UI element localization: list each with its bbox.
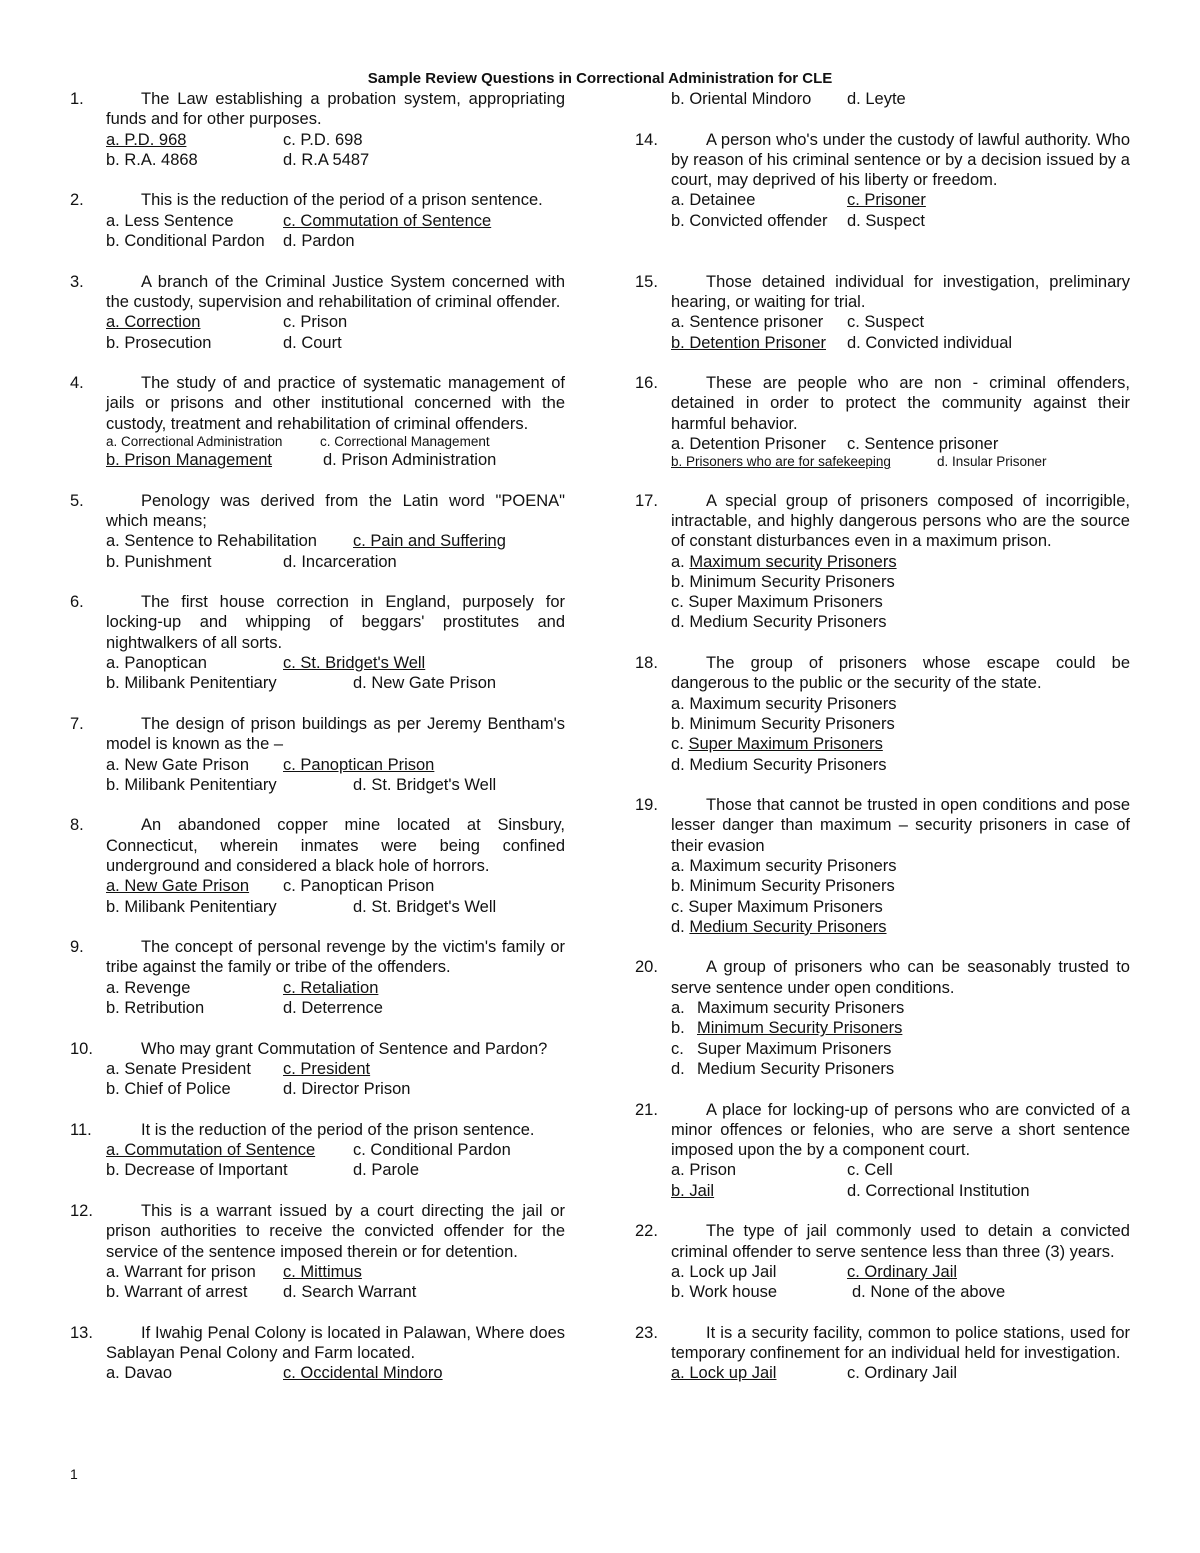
- question-stem: Who may grant Commutation of Sentence and Pardon?: [141, 1039, 548, 1058]
- question-number: 3.: [70, 272, 84, 291]
- question-4: [70, 373, 565, 470]
- question-number: 23.: [635, 1323, 658, 1342]
- option-c: c. Panoptican Prison: [283, 877, 435, 896]
- option-a: a. Less Sentence: [106, 211, 234, 230]
- question-stem: A group of prisoners who can be seasonably trusted to serve sentence under open conditions.: [671, 958, 1130, 997]
- option-d: d. Search Warrant: [283, 1283, 417, 1302]
- option-b: [671, 1018, 1130, 1038]
- question-stem: The first house correction in England, purposely for locking-up and whipping of beggars' prostitutes and nightwalkers of all sorts.: [106, 593, 565, 652]
- option-a: a. Commutation of Sentence: [106, 1141, 316, 1160]
- question-number: 15.: [635, 272, 658, 291]
- question-21: [635, 1100, 1130, 1201]
- question-number: 9.: [70, 938, 84, 957]
- option-a: [671, 552, 1130, 572]
- option-c: c. Mittimus: [283, 1262, 362, 1281]
- option-a: a. New Gate Prison: [106, 755, 250, 774]
- question-stem: The Law establishing a probation system, appropriating funds and for other purposes.: [106, 90, 565, 129]
- question-number: 18.: [635, 654, 658, 673]
- option-d: d. New Gate Prison: [353, 674, 497, 693]
- option-b: b. Minimum Security Prisoners: [671, 714, 895, 733]
- option-d: d. Court: [283, 333, 342, 352]
- option-d: d. Medium Security Prisoners: [671, 613, 887, 632]
- option-b: b. Conditional Pardon: [106, 232, 265, 251]
- question-23: [635, 1323, 1130, 1384]
- option-d: d. Incarceration: [283, 552, 397, 571]
- option-b: [671, 1181, 847, 1201]
- option-text: Medium Security Prisoners: [689, 917, 887, 936]
- question-number: 14.: [635, 130, 658, 149]
- option-a: a. Correction: [106, 313, 201, 332]
- question-number: 20.: [635, 958, 658, 977]
- question-number: 8.: [70, 816, 84, 835]
- option-b: b. Milibank Penitentiary: [106, 674, 277, 693]
- option-d: d. Director Prison: [283, 1080, 411, 1099]
- option-letter: d.: [671, 917, 685, 936]
- option-text: Super Maximum Prisoners: [697, 1039, 892, 1058]
- option-c: c. Conditional Pardon: [353, 1141, 511, 1160]
- option-c: c. Super Maximum Prisoners: [671, 593, 883, 612]
- option-a: a. Detention Prisoner: [671, 435, 827, 454]
- right-column: [635, 89, 1130, 1384]
- question-2: [70, 190, 565, 251]
- question-3: [70, 272, 565, 353]
- option-a: a. Panoptican: [106, 654, 207, 673]
- option-a: a. Warrant for prison: [106, 1262, 256, 1281]
- option-b: b. Minimum Security Prisoners: [671, 877, 895, 896]
- page-number: 1: [70, 1466, 78, 1482]
- option-c: c. President: [283, 1059, 371, 1078]
- option-b: b. Milibank Penitentiary: [106, 775, 277, 794]
- question-number: 4.: [70, 374, 84, 393]
- option-c: c. Panoptican Prison: [283, 755, 435, 774]
- question-stem: It is the reduction of the period of the prison sentence.: [141, 1120, 535, 1139]
- question-number: 19.: [635, 796, 658, 815]
- option-a: a. Sentence to Rehabilitation: [106, 532, 317, 551]
- left-column: [70, 89, 565, 1384]
- option-c: c. Commutation of Sentence: [283, 211, 492, 230]
- question-15: [635, 272, 1130, 353]
- option-b: b. Chief of Police: [106, 1080, 231, 1099]
- option-a: a. Prison: [671, 1161, 737, 1180]
- option-b: b. Prosecution: [106, 333, 212, 352]
- question-number: 22.: [635, 1222, 658, 1241]
- option-a: a. Maximum security Prisoners: [671, 694, 897, 713]
- question-stem: An abandoned copper mine located at Sinsbury, Connecticut, wherein inmates were being confined underground and considered a black hole of horrors.: [106, 816, 565, 875]
- question-number: 10.: [70, 1039, 93, 1058]
- question-stem: A person who's under the custody of lawful authority. Who by reason of his criminal sentence or by a decision issued by a court, may deprived of his liberty or freedom.: [671, 130, 1130, 190]
- option-a: a. Correctional Administration: [106, 434, 283, 450]
- question-number: 5.: [70, 491, 84, 510]
- option-a: a. Detainee: [671, 191, 756, 210]
- option-c: [671, 734, 1130, 754]
- option-letter: b.: [671, 1019, 685, 1038]
- option-c: [671, 1039, 1130, 1059]
- question-18: [635, 653, 1130, 775]
- option-a: a. Revenge: [106, 978, 191, 997]
- option-b: b. Detention Prisoner: [671, 333, 827, 352]
- question-8: [70, 815, 565, 916]
- option-c: c. Sentence prisoner: [847, 435, 999, 454]
- question-stem: This is the reduction of the period of a prison sentence.: [141, 191, 543, 210]
- option-c: c. Ordinary Jail: [847, 1262, 958, 1281]
- option-d: d. Leyte: [847, 90, 906, 108]
- question-number: 1.: [70, 90, 84, 108]
- option-c: c. Prisoner: [847, 191, 926, 210]
- question-19: [635, 795, 1130, 937]
- question-stem: Those detained individual for investigation, preliminary hearing, or waiting for trial.: [671, 272, 1130, 311]
- option-c: c. Cell: [847, 1161, 893, 1180]
- option-d: d. Convicted individual: [847, 333, 1013, 352]
- option-letter: d.: [671, 1059, 685, 1078]
- option-a: a. Lock up Jail: [671, 1262, 777, 1281]
- question-22: [635, 1221, 1130, 1302]
- option-b: b. Retribution: [106, 999, 205, 1018]
- question-stem: Those that cannot be trusted in open conditions and pose lesser danger than maximum – security prisoners in case of their evasion: [671, 796, 1130, 855]
- question-stem: The type of jail commonly used to detain a convicted criminal offender to serve sentence less than three (3) years.: [671, 1222, 1130, 1261]
- option-b: b. Warrant of arrest: [106, 1283, 248, 1302]
- option-b: b. Punishment: [106, 552, 212, 571]
- option-b: b. Minimum Security Prisoners: [671, 572, 895, 591]
- question-stem: If Iwahig Penal Colony is located in Palawan, Where does Sablayan Penal Colony and Farm located.: [106, 1323, 565, 1363]
- option-a: [671, 998, 1130, 1018]
- option-d: d. Suspect: [847, 211, 925, 230]
- option-c: c. Pain and Suffering: [353, 532, 506, 551]
- option-a: a. Sentence prisoner: [671, 313, 824, 332]
- option-d: [671, 917, 1130, 937]
- question-9: [70, 937, 565, 1018]
- question-stem: A branch of the Criminal Justice System concerned with the custody, supervision and rehabilitation of criminal offender.: [106, 272, 565, 311]
- option-c: c. Occidental Mindoro: [283, 1364, 443, 1383]
- question-stem: The design of prison buildings as per Jeremy Bentham's model is known as the –: [106, 714, 565, 754]
- question-5: [70, 491, 565, 572]
- spacer: [635, 251, 1130, 271]
- option-text: Super Maximum Prisoners: [688, 735, 883, 754]
- option-d: d. None of the above: [852, 1283, 1006, 1302]
- question-stem: The study of and practice of systematic management of jails or prisons and other institutional concerned with the custody, treatment and rehabilitation of criminal offenders.: [106, 374, 565, 433]
- option-d: d. St. Bridget's Well: [353, 775, 497, 794]
- option-letter: c.: [671, 1039, 684, 1058]
- option-text: b. Jail: [671, 1181, 715, 1200]
- option-text: Maximum security Prisoners: [697, 999, 905, 1018]
- option-b: b. R.A. 4868: [106, 150, 198, 169]
- option-letter: a.: [671, 552, 685, 571]
- option-d: d. Deterrence: [283, 999, 383, 1018]
- option-b: b. Oriental Mindoro: [671, 90, 812, 108]
- option-c: c. Ordinary Jail: [847, 1364, 958, 1383]
- option-c: c. St. Bridget's Well: [283, 654, 426, 673]
- option-d: [671, 1059, 1130, 1079]
- question-number: 13.: [70, 1323, 93, 1342]
- option-c: c. Prison: [283, 313, 348, 332]
- option-b: b. Prison Management: [106, 451, 273, 470]
- question-13-continued: [635, 89, 1130, 109]
- option-d: d. R.A 5487: [283, 150, 370, 169]
- option-text: Medium Security Prisoners: [697, 1059, 895, 1078]
- question-11: [70, 1120, 565, 1181]
- option-d: d. Prison Administration: [323, 451, 497, 470]
- option-text: Maximum security Prisoners: [689, 552, 897, 571]
- option-b: b. Decrease of Important: [106, 1161, 288, 1180]
- option-a: a. Lock up Jail: [671, 1364, 777, 1383]
- question-13: [70, 1323, 565, 1384]
- question-stem: It is a security facility, common to police stations, used for temporary confinement for an individual held for investigation.: [671, 1323, 1130, 1363]
- question-10: [70, 1039, 565, 1100]
- option-b: b. Milibank Penitentiary: [106, 897, 277, 916]
- question-stem: These are people who are non - criminal offenders, detained in order to protect the community against their harmful behavior.: [671, 374, 1130, 433]
- question-1: [70, 89, 565, 170]
- question-14: [635, 130, 1130, 231]
- question-number: 11.: [70, 1120, 92, 1139]
- option-d: d. St. Bridget's Well: [353, 897, 497, 916]
- option-c: c. Correctional Management: [320, 434, 490, 450]
- question-number: 6.: [70, 593, 84, 612]
- question-7: [70, 714, 565, 795]
- option-c: c. Super Maximum Prisoners: [671, 897, 883, 916]
- question-12: [70, 1201, 565, 1302]
- option-d: d. Pardon: [283, 232, 355, 251]
- question-20: [635, 957, 1130, 1079]
- option-text: Minimum Security Prisoners: [697, 1019, 903, 1038]
- question-number: 16.: [635, 374, 658, 393]
- option-letter: c.: [671, 735, 684, 754]
- question-stem: The group of prisoners whose escape could be dangerous to the public or the security of the state.: [671, 654, 1130, 693]
- option-c: c. Retaliation: [283, 978, 379, 997]
- option-d: d. Parole: [353, 1161, 420, 1180]
- option-c: c. P.D. 698: [283, 130, 363, 149]
- option-c: c. Suspect: [847, 313, 925, 332]
- question-number: 21.: [635, 1100, 658, 1119]
- question-stem: A place for locking-up of persons who are convicted of a minor offences or felonies, who are serve a short sentence imposed upon the by a component court.: [671, 1100, 1130, 1160]
- question-number: 7.: [70, 714, 84, 733]
- question-16: [635, 373, 1130, 470]
- question-stem: A special group of prisoners composed of incorrigible, intractable, and highly dangerous persons who are the source of constant disturbances even in a maximum prison.: [671, 491, 1130, 551]
- option-b: b. Convicted offender: [671, 211, 828, 230]
- question-number: 2.: [70, 191, 84, 210]
- question-stem: Penology was derived from the Latin word "POENA" which means;: [106, 491, 565, 530]
- option-letter: a.: [671, 999, 685, 1018]
- question-number: 12.: [70, 1202, 93, 1221]
- option-d: d. Medium Security Prisoners: [671, 755, 887, 774]
- option-a: a. New Gate Prison: [106, 877, 250, 896]
- question-stem: This is a warrant issued by a court directing the jail or prison authorities to receive the convicted offender for the service of the sentence imposed therein or for detention.: [106, 1202, 565, 1261]
- option-a: a. Maximum security Prisoners: [671, 856, 897, 875]
- option-a: a. P.D. 968: [106, 130, 187, 149]
- page-title: Sample Review Questions in Correctional Administration for CLE: [367, 70, 833, 87]
- question-6: [70, 592, 565, 693]
- option-d: d. Correctional Institution: [847, 1181, 1030, 1200]
- question-17: [635, 491, 1130, 633]
- question-number: 17.: [635, 491, 658, 510]
- option-a: a. Davao: [106, 1364, 173, 1383]
- question-stem: The concept of personal revenge by the victim's family or tribe against the family or tribe of the offenders.: [106, 938, 565, 977]
- option-b: b. Prisoners who are for safekeeping: [671, 454, 891, 470]
- option-b: b. Work house: [671, 1283, 778, 1302]
- option-a: a. Senate President: [106, 1059, 251, 1078]
- option-d: d. Insular Prisoner: [937, 454, 1047, 470]
